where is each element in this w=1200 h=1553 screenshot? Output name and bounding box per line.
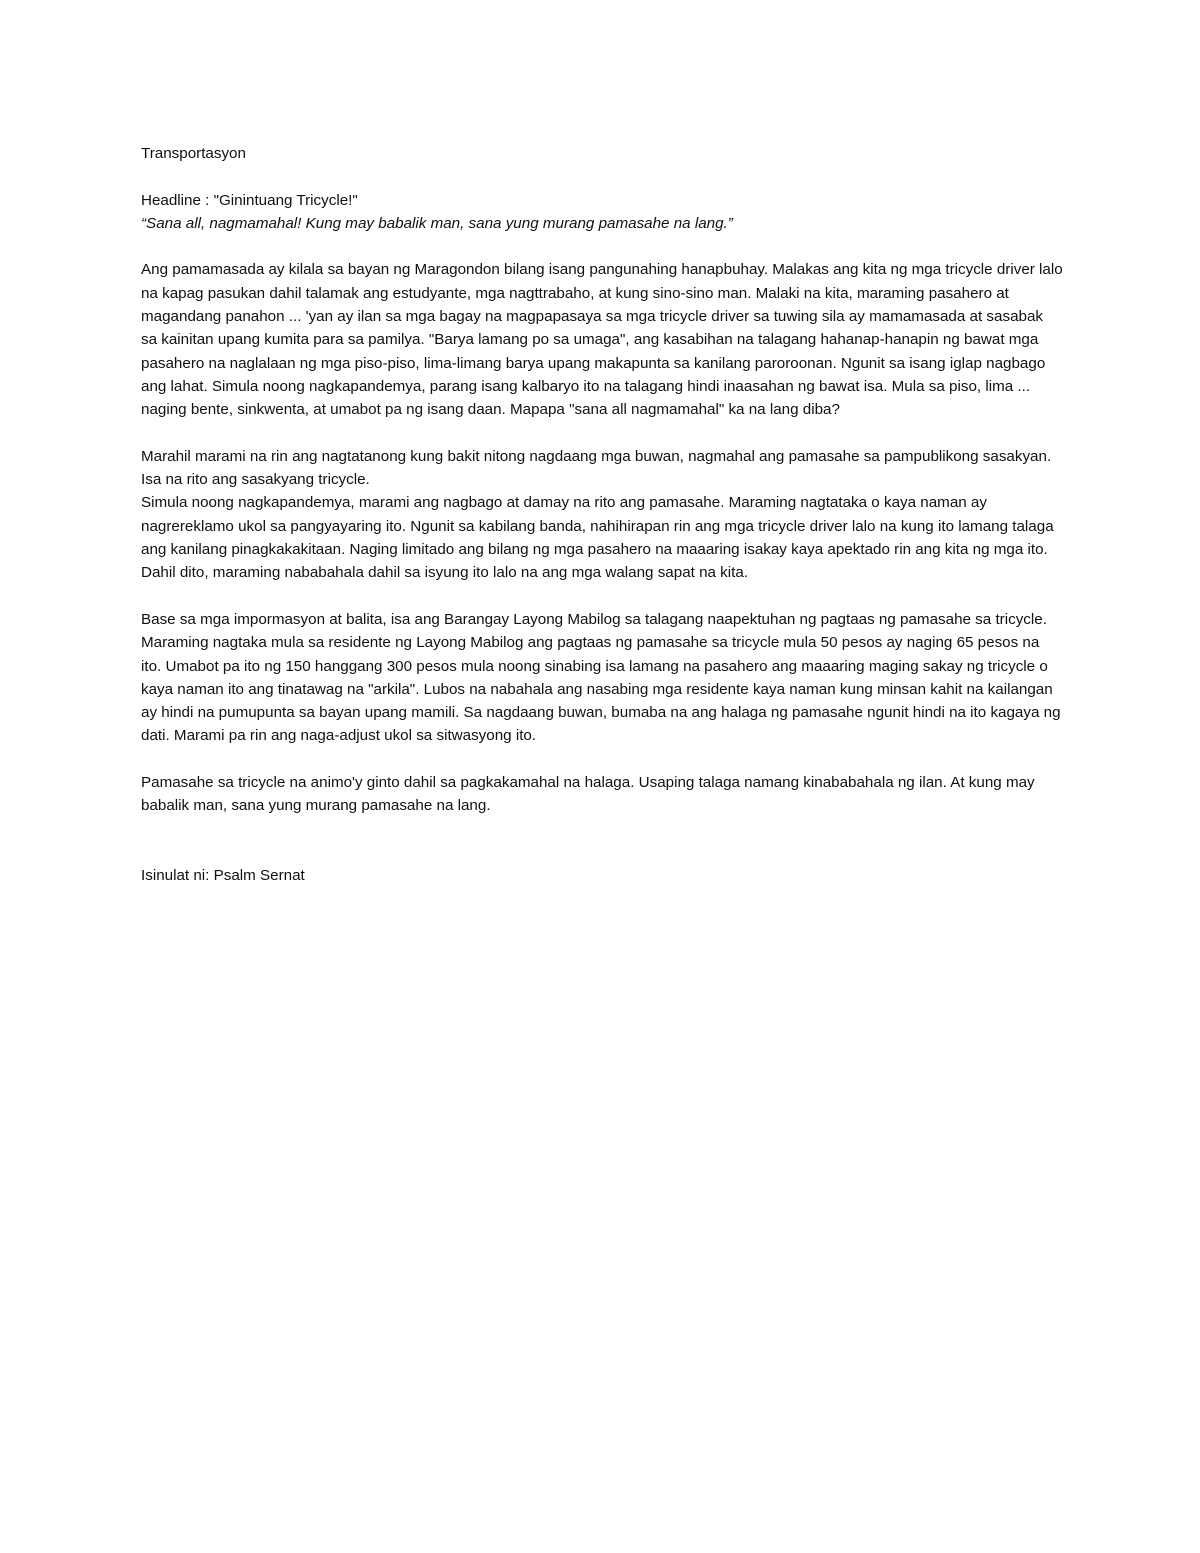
headline-quote: “Sana all, nagmamahal! Kung may babalik man, sana yung murang pamasahe na lang.” — [141, 214, 733, 232]
section-label: Transportasyon — [141, 145, 246, 162]
author-byline: Isinulat ni: Psalm Sernat — [141, 867, 305, 885]
paragraph-4: Base sa mga impormasyon at balita, isa ang Barangay Layong Mabilog sa talagang naapektuhan ng pagtaas ng pamasahe sa tricycle. Maraming nagtaka mula sa residente ng Layong Mabilog ang pagtaas ng pamasahe sa tricycle mula 50 pesos ay naging 65 pesos na ito. Umabot pa ito ng 150 hanggang 300 pesos mula noong sinabing isa lamang na pasahero ang maaaring maging sakay ng tricycle o kaya naman ito ang tinatawag na "arkila". Lubos na nabahala ang nasabing mga residente kaya naman kung minsan kahit na kailangan ay hindi na pumupunta sa bayan upang mamili. Sa nagdaang buwan, bumaba na ang halaga ng pamasahe ngunit hindi na ito kagaya ng dati. Marami pa rin ang naga-adjust ukol sa sitwasyong ito. — [141, 610, 1061, 745]
paragraph-5: Pamasahe sa tricycle na animo'y ginto dahil sa pagkakamahal na halaga. Usaping talaga namang kinababahala ng ilan. At kung may babalik man, sana yung murang pamasahe na lang. — [141, 774, 1035, 815]
paragraph-2: Marahil marami na rin ang nagtatanong kung bakit nitong nagdaang mga buwan, nagmahal ang pamasahe sa pampublikong sasakyan. Isa na rito ang sasakyang tricycle. — [141, 447, 1052, 489]
paragraph-3: Simula noong nagkapandemya, marami ang nagbago at damay na rito ang pamasahe. Maraming nagtataka o kaya naman ay nagrereklamo ukol sa pangyayaring ito. Ngunit sa kabilang banda, nahihirapan rin ang mga tricycle driver lalo na kung ito lamang talaga ang kanilang pinagkakakitaan. Naging limitado ang bilang ng mga pasahero na maaaring isakay kaya apektado rin ang kita ng mga ito. Dahil dito, maraming nababahala dahil sa isyung ito lalo na ang mga walang sapat na kita. — [141, 494, 1054, 582]
document-body — [141, 142, 1063, 888]
paragraph-1: Ang pamamasada ay kilala sa bayan ng Maragondon bilang isang pangunahing hanapbuhay. Malakas ang kita ng mga tricycle driver lalo na kapag pasukan dahil talamak ang estudyante, mga nagttrabaho, at kung sino-sino man. Malaki na kita, maraming pasahero at magandang panahon ... 'yan ay ilan sa mga bagay na magpapasaya sa mga tricycle driver sa tuwing sila ay mamamasada at sasabak sa kainitan upang kumita para sa pamilya. "Barya lamang po sa umaga", ang kasabihan na talagang hahanap-hanapin ng bawat mga pasahero na naglalaan ng mga piso-piso, lima-limang barya upang makapunta sa kanilang paroroonan. Ngunit sa isang iglap nagbago ang lahat. Simula noong nagkapandemya, parang isang kalbaryo ito na talagang hindi inaasahan ng bawat isa. Mula sa piso, lima ... naging bente, sinkwenta, at umabot pa ng isang daan. Mapapa "sana all nagmamahal" ka na lang diba? — [141, 261, 1063, 419]
headline: Headline : "Ginintuang Tricycle!" — [141, 191, 358, 209]
